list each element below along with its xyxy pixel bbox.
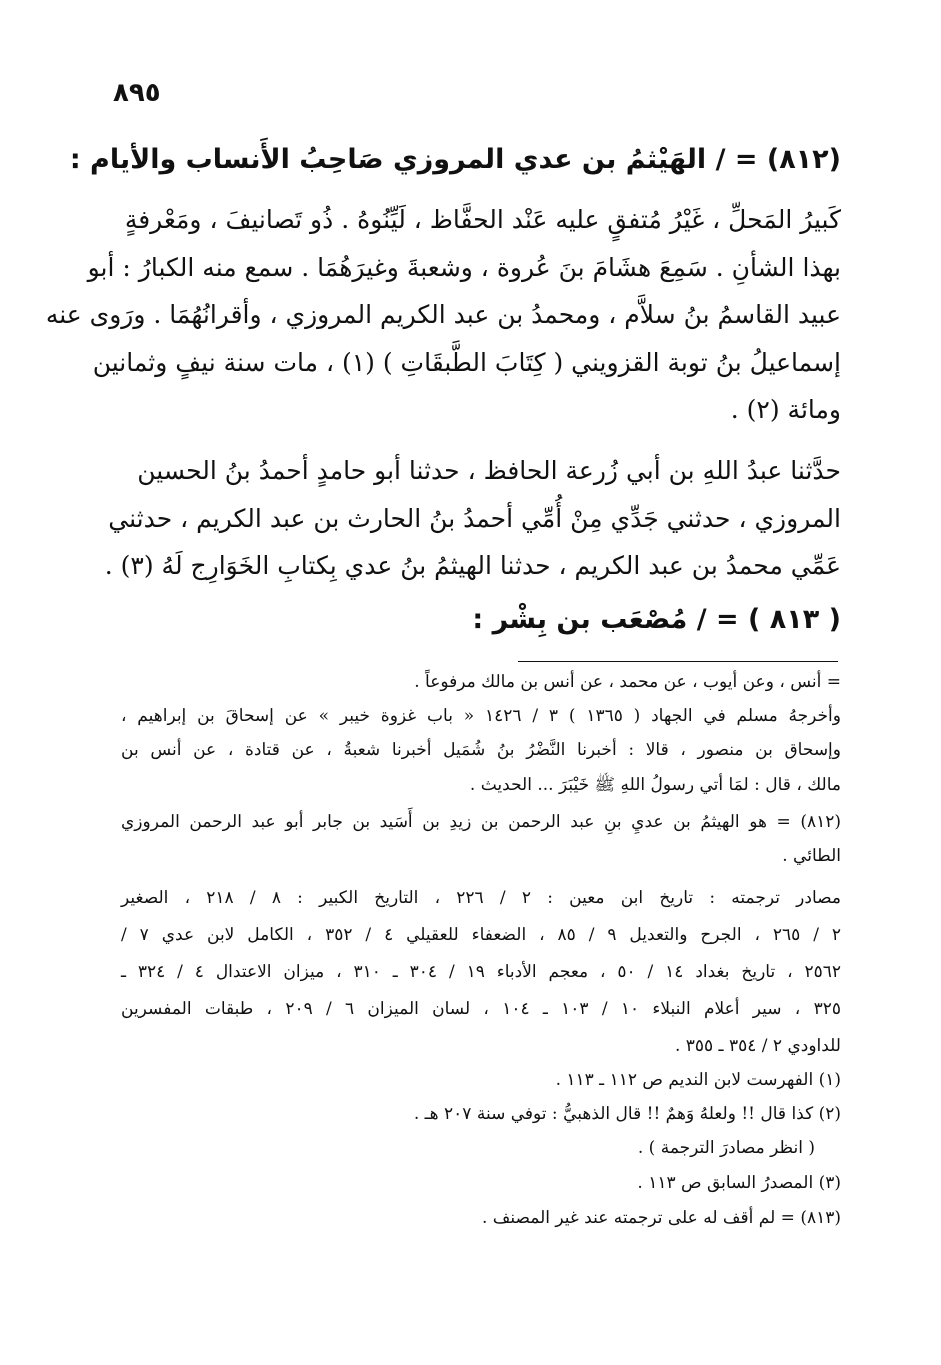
footnote-line: (٨١٢) = هو الهيثمُ بن عديِ بنِ عبد الرحمن بن زيدِ بن أَسَيد بن جابر أبو عبد الرحمن المروزي bbox=[121, 812, 841, 832]
bio-line: كَبيرُ المَحلِّ ، غَيْرُ مُتفقٍ عليه عَنْد الحفَّاظ ، لَيِّنُوهُ . ذُو تَصانيفَ ، ومَعْرفةٍ bbox=[124, 205, 841, 234]
footnote-line: = أنس ، وعن أيوب ، عن محمد ، عن أنس بن مالك مرفوعاً . bbox=[414, 672, 841, 692]
bio-line: بهذا الشأنِ . سَمِعَ هشَامَ بنَ عُروة ، وشعبةَ وغيرَهُمَا . سمع منه الكبارُ : أبو bbox=[87, 252, 841, 282]
isnad-line: المروزي ، حدثني جَدِّي مِنْ أُمِّي أحمدُ بنُ الحارث بن عبد الكريم ، حدثني bbox=[108, 503, 841, 533]
footnote-separator bbox=[518, 661, 838, 662]
footnote-line: (٣) المصدرُ السابق ص ١١٣ . bbox=[637, 1173, 841, 1193]
footnote-line: (٨١٣) = لم أقف له على ترجمته عند غير المصنف . bbox=[481, 1208, 841, 1228]
entry-812-isnad bbox=[104, 447, 841, 590]
footnote-line: ٢٥٦٢ ، تاريخ بغداد ١٤ / ٥٠ ، معجم الأدباء ١٩ / ٣٠٤ ـ ٣١٠ ، ميزان الاعتدال ٤ / ٣٢٤ ـ bbox=[121, 962, 841, 982]
footnote-line: ٣٢٥ ، سير أعلام النبلاء ١٠ / ١٠٣ ـ ١٠٤ ، لسان الميزان ٦ / ٢٠٩ ، طبقات المفسرين bbox=[121, 999, 841, 1019]
entry-812-heading: (٨١٢) = / الهَيْثمُ بن عدي المروزي صَاحِبُ الأَنساب والأيام : bbox=[69, 144, 841, 175]
footnote-line: ٢ / ٢٦٥ ، الجرح والتعديل ٩ / ٨٥ ، الضعفاء للعقيلي ٤ / ٣٥٢ ، الكامل لابن عدي ٧ / bbox=[121, 925, 842, 945]
footnote-line: مالك ، قال : لمَا أتي رسولُ اللهِ ﷺ خَيْبَرَ ... الحديث . bbox=[469, 775, 841, 795]
bio-line: عبيد القاسمُ بنُ سلاَّم ، ومحمدُ بن عبد الكريم المروزي ، وأقرانُهُمَا . ورَوى عنه bbox=[45, 300, 841, 329]
footnote-line: للداودي ٢ / ٣٥٤ ـ ٣٥٥ . bbox=[674, 1036, 841, 1056]
isnad-line: عَمِّي محمدُ بن عبد الكريم ، حدثنا الهيثمُ بنُ عدي بِكتابِ الخَوَارِج لَهُ (٣) . bbox=[104, 551, 841, 580]
bio-line: ومائة (٢) . bbox=[730, 395, 841, 424]
footnote-line: (٢) كذا قال !! ولعلهُ وَهمٌ !! قال الذهبيُّ : توفي سنة ٢٠٧ هـ . bbox=[413, 1104, 841, 1124]
footnote-line: وإسحاق بن منصور ، قالا : أخبرنا النَّضْرُ بنُ شُمَيل أخبرنا شعبةُ ، عن قتادة ، عن أنس بن bbox=[121, 740, 841, 760]
page-number: ٨٩٥ bbox=[113, 78, 161, 108]
isnad-line: حدَّثنا عبدُ اللهِ بن أبي زُرعة الحافظ ، حدثنا أبو حامدٍ أحمدُ بنُ الحسين bbox=[137, 456, 841, 485]
entry-813-heading: ( ٨١٣ ) = / مُصْعَب بن بِشْر : bbox=[472, 604, 841, 635]
footnote-line: (١) الفهرست لابن النديم ص ١١٢ ـ ١١٣ . bbox=[555, 1070, 841, 1090]
footnote-line: الطائي . bbox=[782, 846, 841, 866]
bio-line: إسماعيلُ بنُ توبة القزويني ( كِتَابَ الطَّبقَاتِ ) (١) ، مات سنة نيفٍ وثمانين bbox=[92, 347, 841, 377]
footnote-line: ( انظر مصادرَ الترجمة ) . bbox=[637, 1138, 815, 1158]
footnote-line: مصادر ترجمته : تاريخ ابن معين : ٢ / ٢٢٦ ، التاريخ الكبير : ٨ / ٢١٨ ، الصغير bbox=[121, 888, 841, 908]
entry-812-biography bbox=[45, 196, 841, 434]
footnote-line: وأخرجهُ مسلم في الجهاد ( ١٣٦٥ ) ٣ / ١٤٢٦ « باب غزوة خيبر » عن إسحاقَ بن إبراهيم ، bbox=[121, 706, 841, 726]
